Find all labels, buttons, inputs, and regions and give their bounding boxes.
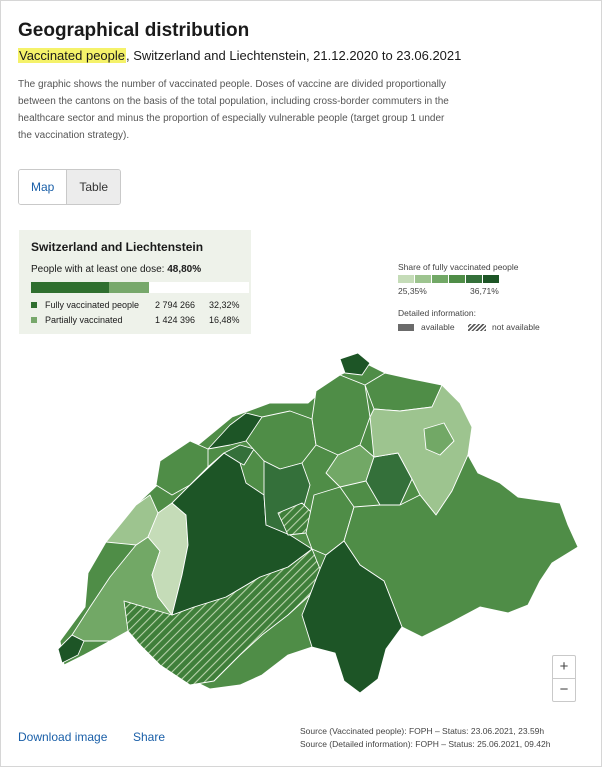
dose-bar-partial bbox=[109, 282, 149, 293]
available-swatch bbox=[398, 324, 414, 331]
legend-title: Share of fully vaccinated people bbox=[398, 262, 519, 272]
subtitle-rest: , Switzerland and Liechtenstein, 21.12.2020 to 23.06.2021 bbox=[126, 48, 462, 63]
legend-scale bbox=[398, 275, 499, 283]
not-available-swatch bbox=[468, 324, 486, 331]
subtitle-highlight: Vaccinated people bbox=[19, 48, 126, 63]
row-number: 2 794 266 bbox=[155, 300, 196, 310]
summary-title: Switzerland and Liechtenstein bbox=[31, 240, 204, 254]
canton-thurgau[interactable] bbox=[365, 373, 442, 411]
legend-swatch bbox=[449, 275, 465, 283]
page-title: Geographical distribution bbox=[18, 20, 250, 41]
summary-box bbox=[19, 230, 251, 334]
partial-swatch bbox=[31, 317, 37, 323]
fully-swatch bbox=[31, 302, 37, 308]
row-label: Fully vaccinated people bbox=[45, 300, 140, 310]
zoom-out-button[interactable]: − bbox=[553, 678, 575, 701]
source-detailed: Source (Detailed information): FOPH – Status: 25.06.2021, 09.42h bbox=[300, 739, 551, 749]
view-tabs bbox=[18, 169, 121, 205]
description: The graphic shows the number of vaccinated people. Doses of vaccine are divided proportionally between the cantons on the basis of the total population, including cross-border commuters in the healthcare sector and minus the proportion of especially vulnerable people (target group 1 under the vaccination strategy). bbox=[18, 79, 449, 141]
detail-title: Detailed information: bbox=[398, 308, 476, 318]
row-number: 1 424 396 bbox=[155, 315, 196, 325]
zoom-in-button[interactable]: + bbox=[559, 658, 569, 675]
row-label: Partially vaccinated bbox=[45, 315, 123, 325]
tab-table[interactable]: Table bbox=[66, 170, 120, 204]
dose-bar-fully bbox=[31, 282, 109, 293]
tab-map[interactable]: Map bbox=[19, 170, 66, 204]
share-link[interactable]: Share bbox=[133, 730, 166, 744]
zoom-controls bbox=[552, 655, 576, 702]
available-label: available bbox=[421, 322, 455, 332]
legend-swatch bbox=[483, 275, 499, 283]
row-percent: 32,32% bbox=[209, 300, 240, 310]
legend-max: 36,71% bbox=[470, 286, 499, 296]
dose-label: People with at least one dose: bbox=[31, 264, 165, 275]
source-vaccinated: Source (Vaccinated people): FOPH – Status: 23.06.2021, 23.59h bbox=[300, 726, 545, 736]
dose-value: 48,80% bbox=[167, 264, 202, 275]
legend-swatch bbox=[415, 275, 431, 283]
download-image-link[interactable]: Download image bbox=[18, 730, 108, 744]
legend-swatch bbox=[398, 275, 414, 283]
dose-bar bbox=[31, 282, 249, 293]
summary-row-partial bbox=[31, 315, 257, 327]
row-percent: 16,48% bbox=[209, 315, 240, 325]
legend-min: 25,35% bbox=[398, 286, 427, 296]
page-subtitle bbox=[18, 48, 461, 63]
switzerland-map bbox=[40, 345, 585, 705]
dose-line bbox=[31, 264, 201, 275]
legend-swatch bbox=[466, 275, 482, 283]
summary-row-fully bbox=[31, 300, 257, 312]
legend-swatch bbox=[432, 275, 448, 283]
not-available-label: not available bbox=[492, 322, 540, 332]
